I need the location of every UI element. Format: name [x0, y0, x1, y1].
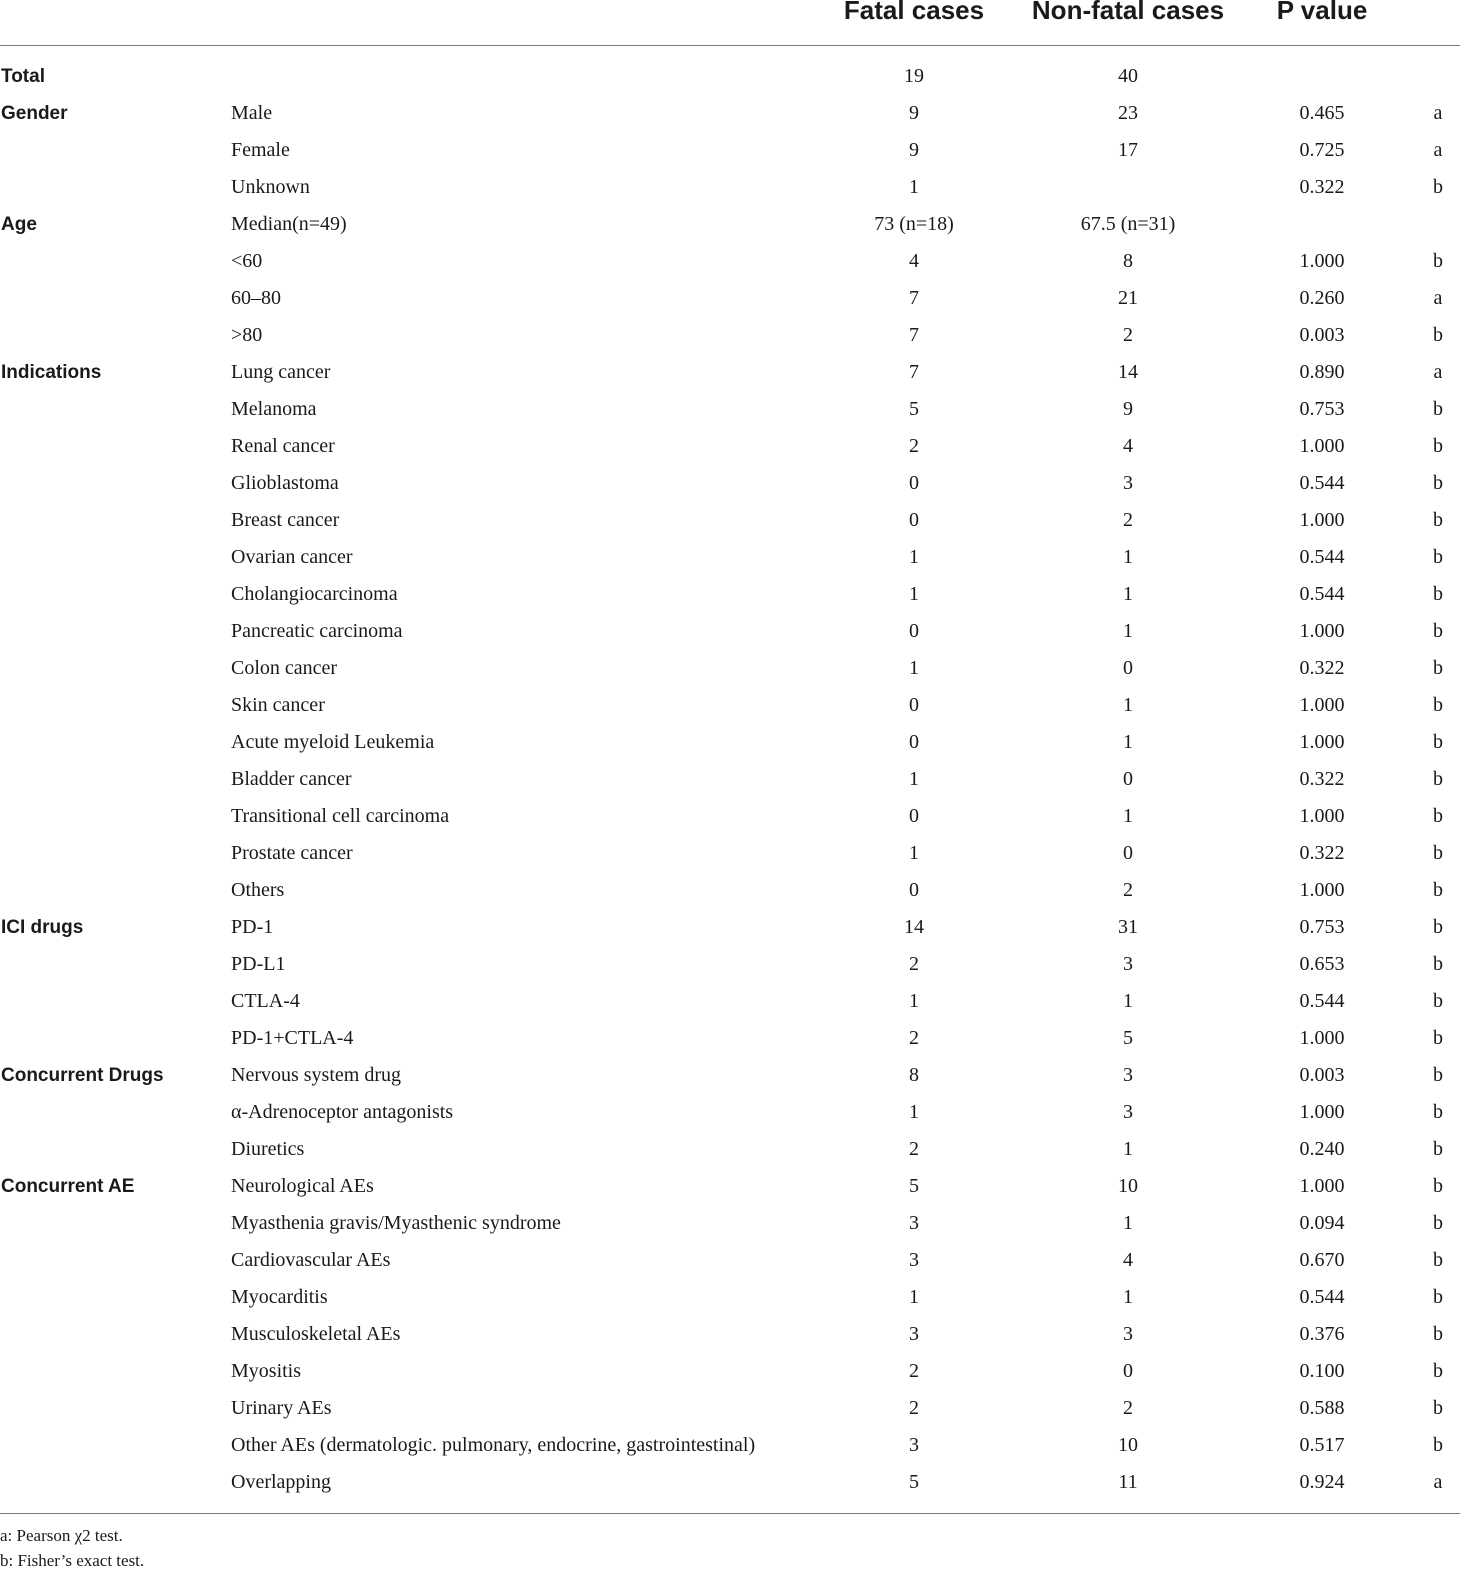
row-test-marker: b	[1433, 583, 1443, 605]
row-test-marker: b	[1433, 620, 1443, 642]
row-item: Breast cancer	[231, 509, 340, 531]
row-fatal-count: 1	[909, 768, 919, 790]
table-row	[0, 206, 1460, 243]
row-nonfatal-count: 1	[1123, 990, 1133, 1012]
row-category: Total	[1, 66, 45, 87]
row-item: Acute myeloid Leukemia	[231, 731, 435, 753]
row-nonfatal-count: 1	[1123, 731, 1133, 753]
row-test-marker: b	[1433, 1027, 1443, 1049]
row-item: Other AEs (dermatologic. pulmonary, endocrine, gastrointestinal)	[231, 1434, 756, 1456]
row-test-marker: b	[1433, 694, 1443, 716]
row-fatal-count: 1	[909, 657, 919, 679]
row-nonfatal-count: 2	[1123, 1397, 1133, 1419]
row-p-value: 1.000	[1299, 620, 1345, 642]
row-test-marker: b	[1433, 1397, 1443, 1419]
table-row	[0, 169, 1460, 206]
table-row	[0, 650, 1460, 687]
row-fatal-count: 5	[909, 398, 919, 420]
row-test-marker: b	[1433, 1286, 1443, 1308]
header-divider	[0, 45, 1460, 46]
table-row	[0, 576, 1460, 613]
row-item: Skin cancer	[231, 694, 325, 716]
row-item: Glioblastoma	[231, 472, 339, 494]
row-test-marker: b	[1433, 916, 1443, 938]
row-item: PD-1	[231, 916, 274, 938]
row-nonfatal-count: 3	[1123, 1323, 1133, 1345]
row-nonfatal-count: 14	[1118, 361, 1138, 383]
row-item: Median(n=49)	[231, 213, 347, 235]
row-p-value: 1.000	[1299, 1101, 1345, 1123]
row-fatal-count: 1	[909, 546, 919, 568]
table-row	[0, 280, 1460, 317]
row-p-value: 1.000	[1299, 879, 1345, 901]
table-row	[0, 983, 1460, 1020]
table-row	[0, 946, 1460, 983]
header-non-fatal-cases: Non-fatal cases	[1031, 0, 1225, 25]
table-row	[0, 1279, 1460, 1316]
row-fatal-count: 8	[909, 1064, 919, 1086]
row-item: Cardiovascular AEs	[231, 1249, 391, 1271]
table-row	[0, 465, 1460, 502]
table-row	[0, 132, 1460, 169]
row-test-marker: b	[1433, 324, 1443, 346]
row-p-value: 0.322	[1299, 842, 1345, 864]
row-nonfatal-count: 0	[1123, 768, 1133, 790]
row-fatal-count: 0	[909, 509, 919, 531]
table-row	[0, 1427, 1460, 1464]
table-row	[0, 1131, 1460, 1168]
table-row	[0, 317, 1460, 354]
table-row	[0, 872, 1460, 909]
row-fatal-count: 0	[909, 472, 919, 494]
row-category: ICI drugs	[1, 917, 84, 938]
row-test-marker: a	[1433, 139, 1443, 161]
row-test-marker: b	[1433, 768, 1443, 790]
row-item: Female	[231, 139, 290, 161]
row-fatal-count: 2	[909, 953, 919, 975]
row-fatal-count: 2	[909, 1397, 919, 1419]
row-test-marker: b	[1433, 1138, 1443, 1160]
row-test-marker: b	[1433, 250, 1443, 272]
footnote-b: b: Fisher’s exact test.	[0, 1551, 145, 1570]
row-test-marker: b	[1433, 657, 1443, 679]
row-p-value: 0.544	[1299, 583, 1345, 605]
row-p-value: 0.322	[1299, 657, 1345, 679]
row-item: CTLA-4	[231, 990, 300, 1012]
row-p-value: 1.000	[1299, 509, 1345, 531]
row-nonfatal-count: 21	[1118, 287, 1138, 309]
row-p-value: 0.322	[1299, 176, 1345, 198]
row-item: Lung cancer	[231, 361, 331, 383]
row-test-marker: a	[1433, 1471, 1443, 1493]
table-row	[0, 1057, 1460, 1094]
table-row	[0, 428, 1460, 465]
row-fatal-count: 3	[909, 1212, 919, 1234]
row-item: Ovarian cancer	[231, 546, 353, 568]
table-row	[0, 798, 1460, 835]
row-test-marker: b	[1433, 1323, 1443, 1345]
row-nonfatal-count: 3	[1123, 472, 1133, 494]
row-fatal-count: 73 (n=18)	[874, 213, 954, 235]
row-nonfatal-count: 1	[1123, 1286, 1133, 1308]
table-row	[0, 58, 1460, 95]
row-test-marker: b	[1433, 1101, 1443, 1123]
row-test-marker: b	[1433, 176, 1443, 198]
row-test-marker: b	[1433, 1360, 1443, 1382]
row-fatal-count: 2	[909, 1360, 919, 1382]
row-nonfatal-count: 2	[1123, 879, 1133, 901]
table-row	[0, 95, 1460, 132]
row-fatal-count: 0	[909, 879, 919, 901]
row-item: >80	[231, 324, 263, 346]
row-fatal-count: 14	[904, 916, 924, 938]
row-nonfatal-count: 2	[1123, 324, 1133, 346]
row-fatal-count: 3	[909, 1434, 919, 1456]
row-item: 60–80	[231, 287, 281, 309]
table-row	[0, 761, 1460, 798]
row-p-value: 0.753	[1299, 398, 1345, 420]
row-item: Myocarditis	[231, 1286, 328, 1308]
row-nonfatal-count: 1	[1123, 805, 1133, 827]
table-row	[0, 502, 1460, 539]
row-nonfatal-count: 67.5 (n=31)	[1080, 213, 1176, 235]
table-body	[0, 58, 1460, 1501]
row-test-marker: b	[1433, 472, 1443, 494]
table-row	[0, 613, 1460, 650]
row-p-value: 0.588	[1299, 1397, 1345, 1419]
row-fatal-count: 1	[909, 583, 919, 605]
row-fatal-count: 0	[909, 694, 919, 716]
row-fatal-count: 2	[909, 1138, 919, 1160]
row-p-value: 0.544	[1299, 546, 1345, 568]
row-p-value: 0.003	[1299, 324, 1345, 346]
table-row	[0, 391, 1460, 428]
row-category: Gender	[1, 103, 68, 124]
row-p-value: 0.924	[1299, 1471, 1345, 1493]
row-item: Neurological AEs	[231, 1175, 374, 1197]
row-fatal-count: 19	[904, 65, 924, 87]
table-row	[0, 1464, 1460, 1501]
row-nonfatal-count: 9	[1123, 398, 1133, 420]
row-p-value: 0.094	[1299, 1212, 1345, 1234]
row-test-marker: b	[1433, 990, 1443, 1012]
row-item: Pancreatic carcinoma	[231, 620, 403, 642]
row-test-marker: b	[1433, 1064, 1443, 1086]
row-fatal-count: 1	[909, 1101, 919, 1123]
table-footnotes	[0, 1523, 144, 1573]
row-test-marker: b	[1433, 953, 1443, 975]
row-item: Nervous system drug	[231, 1064, 401, 1086]
row-nonfatal-count: 1	[1123, 1138, 1133, 1160]
row-nonfatal-count: 0	[1123, 1360, 1133, 1382]
row-fatal-count: 0	[909, 805, 919, 827]
row-test-marker: b	[1433, 1249, 1443, 1271]
row-fatal-count: 5	[909, 1175, 919, 1197]
row-fatal-count: 3	[909, 1323, 919, 1345]
table-row	[0, 687, 1460, 724]
table-row	[0, 1353, 1460, 1390]
row-item: Myositis	[231, 1360, 302, 1382]
row-fatal-count: 1	[909, 176, 919, 198]
row-nonfatal-count: 8	[1123, 250, 1133, 272]
row-item: Myasthenia gravis/Myasthenic syndrome	[231, 1212, 561, 1234]
row-item: PD-L1	[231, 953, 286, 975]
row-p-value: 0.376	[1299, 1323, 1345, 1345]
row-item: Melanoma	[231, 398, 317, 420]
row-nonfatal-count: 40	[1118, 65, 1138, 87]
row-fatal-count: 7	[909, 324, 919, 346]
row-item: Others	[231, 879, 285, 901]
row-fatal-count: 0	[909, 620, 919, 642]
row-fatal-count: 7	[909, 287, 919, 309]
footer-divider	[0, 1513, 1460, 1514]
row-nonfatal-count: 23	[1118, 102, 1138, 124]
row-nonfatal-count: 4	[1123, 435, 1133, 457]
row-p-value: 0.322	[1299, 768, 1345, 790]
table-row	[0, 1168, 1460, 1205]
row-item: Renal cancer	[231, 435, 335, 457]
table-row	[0, 909, 1460, 946]
row-fatal-count: 1	[909, 842, 919, 864]
row-fatal-count: 1	[909, 1286, 919, 1308]
row-item: PD-1+CTLA-4	[231, 1027, 354, 1049]
row-fatal-count: 2	[909, 435, 919, 457]
row-nonfatal-count: 2	[1123, 509, 1133, 531]
row-p-value: 0.260	[1299, 287, 1345, 309]
footnote-a: a: Pearson χ2 test.	[0, 1526, 123, 1545]
row-nonfatal-count: 1	[1123, 620, 1133, 642]
row-fatal-count: 3	[909, 1249, 919, 1271]
table-header	[0, 0, 1460, 46]
row-nonfatal-count: 1	[1123, 1212, 1133, 1234]
row-p-value: 0.465	[1299, 102, 1345, 124]
row-p-value: 0.517	[1299, 1434, 1345, 1456]
row-nonfatal-count: 10	[1118, 1175, 1138, 1197]
row-test-marker: b	[1433, 1212, 1443, 1234]
row-test-marker: b	[1433, 805, 1443, 827]
row-p-value: 0.003	[1299, 1064, 1345, 1086]
row-category: Concurrent AE	[1, 1176, 135, 1197]
row-nonfatal-count: 31	[1118, 916, 1138, 938]
row-test-marker: b	[1433, 842, 1443, 864]
row-p-value: 0.725	[1299, 139, 1345, 161]
row-nonfatal-count: 11	[1118, 1471, 1138, 1493]
table-row	[0, 1094, 1460, 1131]
row-p-value: 0.100	[1299, 1360, 1345, 1382]
row-category: Indications	[1, 362, 102, 383]
row-nonfatal-count: 1	[1123, 583, 1133, 605]
row-fatal-count: 0	[909, 731, 919, 753]
row-category: Age	[1, 214, 37, 235]
row-p-value: 1.000	[1299, 1175, 1345, 1197]
row-test-marker: b	[1433, 398, 1443, 420]
row-item: <60	[231, 250, 263, 272]
row-nonfatal-count: 3	[1123, 1101, 1133, 1123]
row-nonfatal-count: 3	[1123, 953, 1133, 975]
row-nonfatal-count: 4	[1123, 1249, 1133, 1271]
row-p-value: 0.653	[1299, 953, 1345, 975]
row-nonfatal-count: 17	[1118, 139, 1138, 161]
table-row	[0, 1242, 1460, 1279]
row-item: Bladder cancer	[231, 768, 352, 790]
row-p-value: 0.544	[1299, 990, 1345, 1012]
row-fatal-count: 1	[909, 990, 919, 1012]
row-nonfatal-count: 0	[1123, 842, 1133, 864]
row-p-value: 1.000	[1299, 250, 1345, 272]
table-row	[0, 354, 1460, 391]
row-nonfatal-count: 3	[1123, 1064, 1133, 1086]
table-row	[0, 539, 1460, 576]
row-fatal-count: 2	[909, 1027, 919, 1049]
row-p-value: 1.000	[1299, 731, 1345, 753]
row-test-marker: b	[1433, 1175, 1443, 1197]
row-item: Colon cancer	[231, 657, 338, 679]
row-nonfatal-count: 1	[1123, 694, 1133, 716]
table-row	[0, 1390, 1460, 1427]
row-nonfatal-count: 0	[1123, 657, 1133, 679]
row-test-marker: a	[1433, 361, 1443, 383]
row-p-value: 0.240	[1299, 1138, 1345, 1160]
row-item: Male	[231, 102, 273, 124]
row-item: Overlapping	[231, 1471, 331, 1493]
row-p-value: 0.890	[1299, 361, 1345, 383]
table-row	[0, 1020, 1460, 1057]
row-fatal-count: 4	[909, 250, 919, 272]
row-fatal-count: 9	[909, 102, 919, 124]
row-test-marker: a	[1433, 102, 1443, 124]
row-p-value: 1.000	[1299, 1027, 1345, 1049]
row-test-marker: a	[1433, 287, 1443, 309]
row-test-marker: b	[1433, 509, 1443, 531]
row-test-marker: b	[1433, 731, 1443, 753]
row-p-value: 1.000	[1299, 694, 1345, 716]
row-item: Prostate cancer	[231, 842, 353, 864]
row-p-value: 1.000	[1299, 435, 1345, 457]
row-category: Concurrent Drugs	[1, 1065, 164, 1086]
row-item: α-Adrenoceptor antagonists	[231, 1101, 454, 1123]
row-fatal-count: 7	[909, 361, 919, 383]
row-item: Musculoskeletal AEs	[231, 1323, 401, 1345]
table-row	[0, 1316, 1460, 1353]
row-nonfatal-count: 5	[1123, 1027, 1133, 1049]
row-p-value: 0.670	[1299, 1249, 1345, 1271]
row-test-marker: b	[1433, 546, 1443, 568]
row-test-marker: b	[1433, 879, 1443, 901]
row-p-value: 0.544	[1299, 1286, 1345, 1308]
table-row	[0, 835, 1460, 872]
row-test-marker: b	[1433, 1434, 1443, 1456]
row-item: Cholangiocarcinoma	[231, 583, 398, 605]
table-row	[0, 724, 1460, 761]
row-item: Unknown	[231, 176, 310, 198]
table-row	[0, 243, 1460, 280]
row-p-value: 1.000	[1299, 805, 1345, 827]
row-item: Urinary AEs	[231, 1397, 332, 1419]
header-p-value: P value	[1276, 0, 1368, 25]
row-item: Transitional cell carcinoma	[231, 805, 450, 827]
row-fatal-count: 9	[909, 139, 919, 161]
row-p-value: 0.753	[1299, 916, 1345, 938]
row-test-marker: b	[1433, 435, 1443, 457]
row-nonfatal-count: 1	[1123, 546, 1133, 568]
header-fatal-cases: Fatal cases	[843, 0, 985, 25]
table-row	[0, 1205, 1460, 1242]
row-fatal-count: 5	[909, 1471, 919, 1493]
row-item: Diuretics	[231, 1138, 305, 1160]
row-p-value: 0.544	[1299, 472, 1345, 494]
row-nonfatal-count: 10	[1118, 1434, 1138, 1456]
